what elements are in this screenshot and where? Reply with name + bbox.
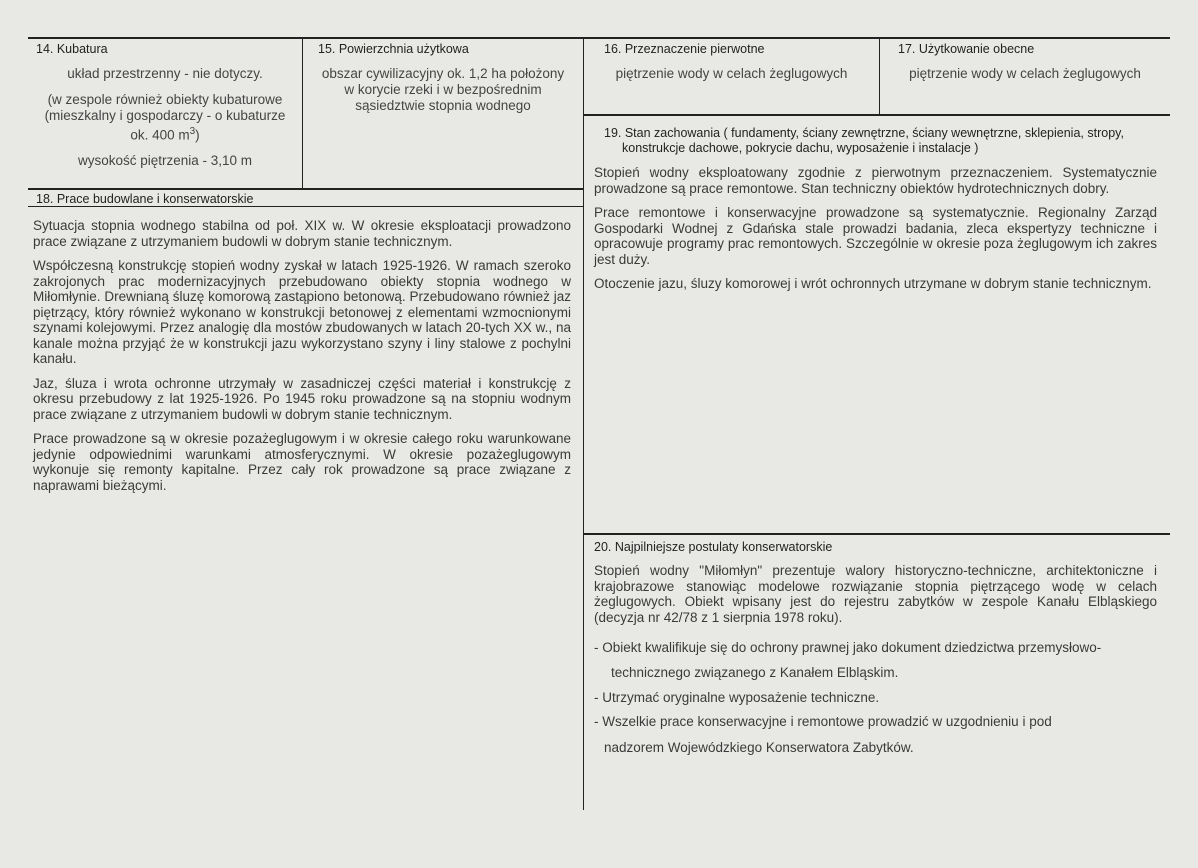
section-19-paragraph-1: Stopień wodny eksploatowany zgodnie z pierwotnym przeznaczeniem. Systematycznie prowadzone są prace remontowe. Stan techniczny obiektów hydrotechnicznych dobry.	[594, 165, 1157, 196]
section-18-paragraph-4: Prace prowadzone są w okresie pozażeglugowym i w okresie całego roku warunkowane jedynie odpowiednimi warunkami atmosferycznymi. W okresie pozażeglugowym wykonuje się remonty kapitalne. Przez cały rok prowadzone są prace związane z naprawami bieżącymi.	[33, 431, 571, 493]
postulate-item-3: - Wszelkie prace konserwacyjne i remontowe prowadzić w uzgodnieniu i pod	[594, 714, 1052, 729]
section-19-paragraph-2: Prace remontowe i konserwacyjne prowadzone są systematycznie. Regionalny Zarząd Gospodarki Wodnej z Gdańska stale prowadzi badania, zleca ekspertyzy techniczne i opracowuje programy prac remontowych. Szczególnie w okresie poza żeglugowym ich zakres jest duży.	[594, 205, 1157, 267]
section-15-content	[307, 66, 579, 114]
section-18-header: 18. Prace budowlane i konserwatorskie	[36, 192, 254, 206]
section-19-header-line1: 19. Stan zachowania ( fundamenty, ściany zewnętrzne, ściany wewnętrzne, sklepienia, stropy,	[604, 126, 1124, 140]
section-20-content	[594, 563, 1157, 634]
section-20-header: 20. Najpilniejsze postulaty konserwatorskie	[594, 540, 833, 554]
rule-19	[584, 114, 1170, 116]
postulate-item-3-cont: nadzorem Wojewódzkiego Konserwatora Zabytków.	[604, 740, 914, 755]
section-16-header: 16. Przeznaczenie pierwotne	[604, 42, 765, 56]
section-18-paragraph-1: Sytuacja stopnia wodnego stabilna od poł. XIX w. W okresie eksploatacji prowadzono prace związane z utrzymaniem budowli w dobrym stanie technicznym.	[33, 218, 571, 249]
section-14-volume-unit: 3	[189, 126, 196, 137]
section-16-text: piętrzenie wody w celach żeglugowych	[615, 66, 848, 81]
section-17-header: 17. Użytkowanie obecne	[898, 42, 1035, 56]
section-14-volume-close: )	[195, 127, 200, 143]
section-14-line4	[32, 124, 298, 144]
vline-left	[302, 38, 303, 188]
postulate-item-1-cont: technicznego związanego z Kanałem Elbląskim.	[611, 665, 899, 680]
section-15-line3: sąsiedztwie stopnia wodnego	[355, 98, 531, 113]
section-19-header-line2: konstrukcje dachowe, pokrycie dachu, wyposażenie i instalacje )	[622, 141, 979, 155]
section-19-paragraph-3: Otoczenie jazu, śluzy komorowej i wrót ochronnych utrzymane w dobrym stanie technicznym.	[594, 276, 1152, 291]
section-19-content	[594, 165, 1157, 301]
section-14-line1: układ przestrzenny - nie dotyczy.	[67, 66, 263, 81]
section-18-paragraph-3: Jaz, śluza i wrota ochronne utrzymały w zasadniczej części materiał i konstrukcję z okresu przebudowy z lat 1925-1926. Po 1945 roku prowadzone są na stopniu wodnym prace związane z utrzymaniem budowli w dobrym stanie technicznym.	[33, 375, 571, 422]
section-15-line1: obszar cywilizacyjny ok. 1,2 ha położony	[321, 66, 565, 81]
section-18-content	[33, 218, 571, 502]
section-20-paragraph: Stopień wodny "Miłomłyn" prezentuje walory historyczno-techniczne, architektoniczne i krajobrazowe stanowiąc modelowe rozwiązanie stopnia piętrzącego wodę w celach żeglugowych. Obiekt wpisany jest do rejestru zabytków w zespole Kanału Elbląskiego (decyzja nr 42/78 z 1 sierpnia 1978 roku).	[594, 563, 1157, 625]
section-14-volume: ok. 400 m	[130, 127, 190, 143]
section-14-line2: (w zespole również obiekty kubaturowe	[47, 92, 283, 107]
section-14-content	[32, 66, 298, 169]
top-rule	[28, 37, 1170, 39]
section-14-header: 14. Kubatura	[36, 42, 108, 56]
vline-center	[583, 38, 584, 810]
rule-18	[28, 188, 584, 190]
section-14-line3: (mieszkalny i gospodarczy - o kubaturze	[44, 108, 286, 123]
vline-right	[879, 38, 880, 114]
section-17-text: piętrzenie wody w celach żeglugowych	[909, 66, 1141, 81]
rule-18-sub	[28, 206, 584, 207]
rule-20	[584, 533, 1170, 535]
postulate-item-2: - Utrzymać oryginalne wyposażenie techniczne.	[594, 690, 880, 705]
section-15-header: 15. Powierzchnia użytkowa	[318, 42, 469, 56]
section-18-paragraph-2: Współczesną konstrukcję stopień wodny zyskał w latach 1925-1926. W ramach szeroko zakrojonych prac modernizacyjnych przebudowano obiekty stopnia wodnego w Miłomłynie. Drewnianą śluzę komorową zastąpiono betonową. Przebudowano również jaz piętrzący, który również wykonano w konstrukcji betonowej z elementami wzmocnionymi szynami kolejowymi. Przez analogię dla mostów zbudowanych w latach 20-tych XX w., na kanale można przyjąć że w konstrukcji jazu wykorzystano szyny i liny stalowe z pochylni kanału.	[33, 258, 571, 366]
section-14-line5: wysokość piętrzenia - 3,10 m	[77, 152, 253, 168]
postulate-item-1: - Obiekt kwalifikuje się do ochrony prawnej jako dokument dziedzictwa przemysłowo-	[594, 640, 1102, 655]
section-15-line2: w korycie rzeki i w bezpośrednim	[344, 82, 542, 97]
